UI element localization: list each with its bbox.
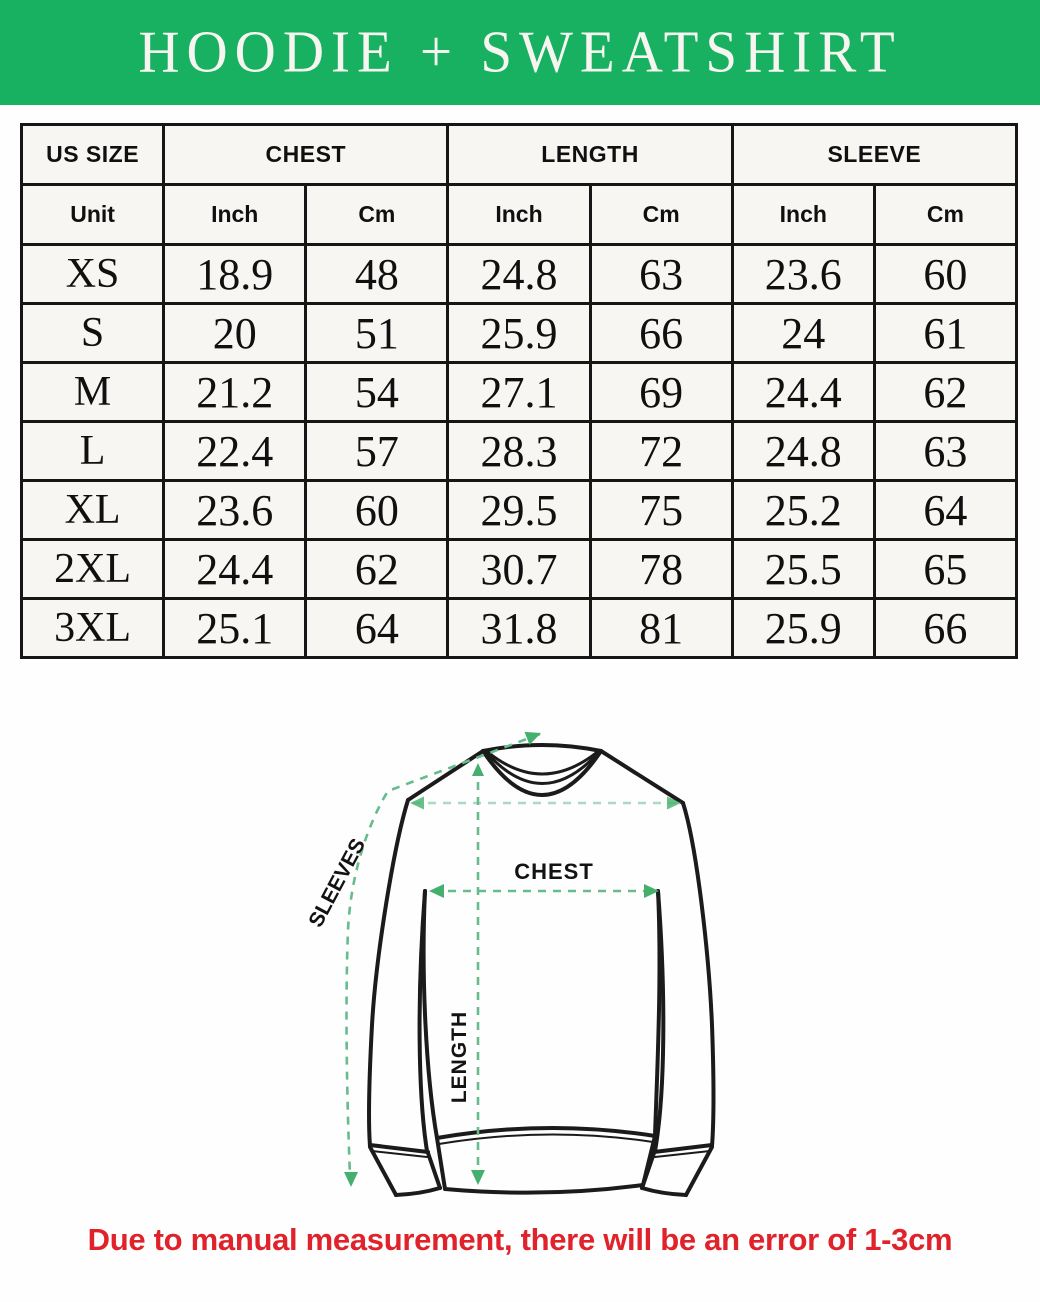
table-row — [22, 304, 1017, 363]
sleeve-bottom-arrow-icon — [344, 1172, 358, 1187]
value-cell: 28.3 — [448, 422, 590, 481]
value-cell: 62 — [306, 540, 448, 599]
size-cell: L — [22, 422, 164, 481]
right-cuff-bottom — [642, 1188, 686, 1195]
size-cell: M — [22, 363, 164, 422]
value-cell: 51 — [306, 304, 448, 363]
unit-header-sleeve-cm: Cm — [874, 185, 1016, 245]
value-cell: 29.5 — [448, 481, 590, 540]
value-cell: 18.9 — [164, 245, 306, 304]
value-cell: 66 — [590, 304, 732, 363]
chest-label: CHEST — [514, 859, 594, 884]
sweatshirt-outline — [369, 745, 714, 1195]
value-cell: 64 — [874, 481, 1016, 540]
table-row — [22, 540, 1017, 599]
size-cell: XL — [22, 481, 164, 540]
value-cell: 60 — [874, 245, 1016, 304]
value-cell: 69 — [590, 363, 732, 422]
measure-arrows — [344, 726, 681, 1187]
value-cell: 25.9 — [448, 304, 590, 363]
value-cell: 72 — [590, 422, 732, 481]
table-row — [22, 245, 1017, 304]
value-cell: 23.6 — [164, 481, 306, 540]
value-cell: 66 — [874, 599, 1016, 658]
sleeves-label: SLEEVES — [304, 834, 371, 932]
value-cell: 20 — [164, 304, 306, 363]
length-bottom-arrow-icon — [471, 1170, 485, 1185]
header-banner — [0, 0, 1040, 105]
size-cell: 3XL — [22, 599, 164, 658]
collar-rib-line-2 — [486, 752, 599, 784]
right-cuff-outer — [686, 1147, 712, 1195]
value-cell: 25.9 — [732, 599, 874, 658]
table-row — [22, 363, 1017, 422]
measurement-disclaimer: Due to manual measurement, there will be an error of 1-3cm — [87, 1222, 953, 1257]
value-cell: 21.2 — [164, 363, 306, 422]
value-cell: 23.6 — [732, 245, 874, 304]
collar-top-line — [483, 745, 601, 751]
unit-header: Unit — [22, 185, 164, 245]
value-cell: 54 — [306, 363, 448, 422]
left-shoulder-line — [408, 751, 483, 800]
value-cell: 27.1 — [448, 363, 590, 422]
size-cell: 2XL — [22, 540, 164, 599]
table-row — [22, 422, 1017, 481]
value-cell: 81 — [590, 599, 732, 658]
sleeve-top-arrow-icon — [524, 726, 543, 744]
value-cell: 24.8 — [732, 422, 874, 481]
chest-left-arrow-icon — [429, 884, 444, 898]
unit-header-chest-cm: Cm — [306, 185, 448, 245]
left-sleeve-outer — [369, 800, 408, 1146]
hem-bottom-line — [445, 1185, 643, 1193]
value-cell: 22.4 — [164, 422, 306, 481]
unit-header-length-cm: Cm — [590, 185, 732, 245]
value-cell: 24.4 — [164, 540, 306, 599]
hem-top-inner-line — [439, 1134, 653, 1144]
value-cell: 31.8 — [448, 599, 590, 658]
size-table-body — [22, 245, 1017, 658]
unit-header-length-inch: Inch — [448, 185, 590, 245]
value-cell: 25.5 — [732, 540, 874, 599]
body-left-edge — [424, 891, 437, 1138]
left-cuff-outer — [370, 1147, 396, 1195]
value-cell: 57 — [306, 422, 448, 481]
value-cell: 78 — [590, 540, 732, 599]
body-right-edge — [655, 891, 660, 1136]
right-shoulder-line — [601, 751, 683, 803]
table-row — [22, 481, 1017, 540]
value-cell: 30.7 — [448, 540, 590, 599]
value-cell: 48 — [306, 245, 448, 304]
value-cell: 75 — [590, 481, 732, 540]
column-header-us-size: US SIZE — [22, 125, 164, 185]
value-cell: 61 — [874, 304, 1016, 363]
hem-top-line — [437, 1128, 655, 1138]
size-cell: S — [22, 304, 164, 363]
sweatshirt-measurement-diagram — [300, 695, 780, 1215]
column-header-chest: CHEST — [164, 125, 448, 185]
value-cell: 63 — [874, 422, 1016, 481]
value-cell: 64 — [306, 599, 448, 658]
size-table — [20, 123, 1018, 659]
column-header-length: LENGTH — [448, 125, 732, 185]
value-cell: 62 — [874, 363, 1016, 422]
value-cell: 24.8 — [448, 245, 590, 304]
size-cell: XS — [22, 245, 164, 304]
length-label: LENGTH — [448, 1010, 471, 1104]
right-sleeve-outer — [683, 803, 714, 1146]
page-title: HOODIE + SWEATSHIRT — [138, 19, 902, 86]
value-cell: 25.2 — [732, 481, 874, 540]
unit-header-sleeve-inch: Inch — [732, 185, 874, 245]
value-cell: 63 — [590, 245, 732, 304]
value-cell: 24 — [732, 304, 874, 363]
value-cell: 65 — [874, 540, 1016, 599]
left-cuff-bottom — [396, 1188, 440, 1195]
unit-header-chest-inch: Inch — [164, 185, 306, 245]
column-header-sleeve: SLEEVE — [732, 125, 1016, 185]
table-row — [22, 599, 1017, 658]
value-cell: 60 — [306, 481, 448, 540]
value-cell: 24.4 — [732, 363, 874, 422]
table-group-header-row — [22, 125, 1017, 185]
sleeve-measure-line — [347, 734, 540, 1175]
table-unit-header-row — [22, 185, 1017, 245]
length-top-arrow-icon — [472, 763, 484, 776]
value-cell: 25.1 — [164, 599, 306, 658]
